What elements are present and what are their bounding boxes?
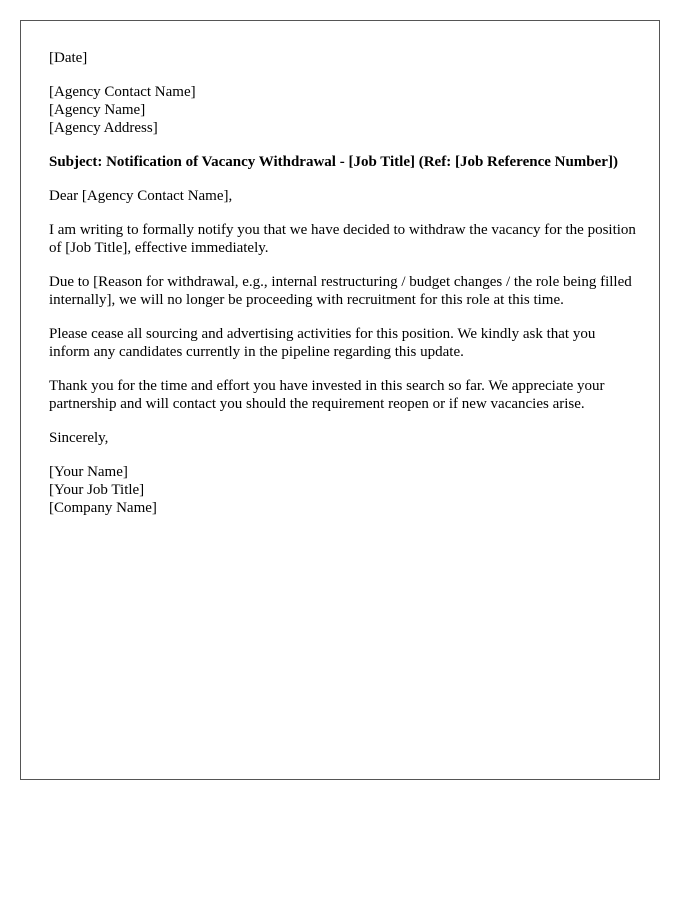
recipient-contact-name: [Agency Contact Name] [49,84,196,100]
recipient-agency-name: [Agency Name] [49,102,146,118]
recipient-agency-address: [Agency Address] [49,120,158,136]
letter-body [49,49,639,533]
letter-salutation: Dear [Agency Contact Name], [49,188,233,204]
letter-subject: Subject: Notification of Vacancy Withdrawal - [Job Title] (Ref: [Job Reference Number]) [49,154,618,170]
letter-closing: Sincerely, [49,430,109,446]
paragraph-reason: Due to [Reason for withdrawal, e.g., internal restructuring / budget changes / the role being filled internally], we will no longer be proceeding with recruitment for this role at this time. [49,274,632,308]
signature-name: [Your Name] [49,464,128,480]
letter-page [20,20,660,780]
signature-block [49,463,639,517]
letter-date: [Date] [49,50,88,66]
recipient-block [49,83,639,137]
signature-job-title: [Your Job Title] [49,482,145,498]
paragraph-request: Please cease all sourcing and advertising activities for this position. We kindly ask that you inform any candidates currently in the pipeline regarding this update. [49,326,596,360]
paragraph-thanks: Thank you for the time and effort you have invested in this search so far. We appreciate your partnership and will contact you should the requirement reopen or if new vacancies arise. [49,378,605,412]
paragraph-notification: I am writing to formally notify you that we have decided to withdraw the vacancy for the position of [Job Title], effective immediately. [49,222,636,256]
signature-company: [Company Name] [49,500,157,516]
